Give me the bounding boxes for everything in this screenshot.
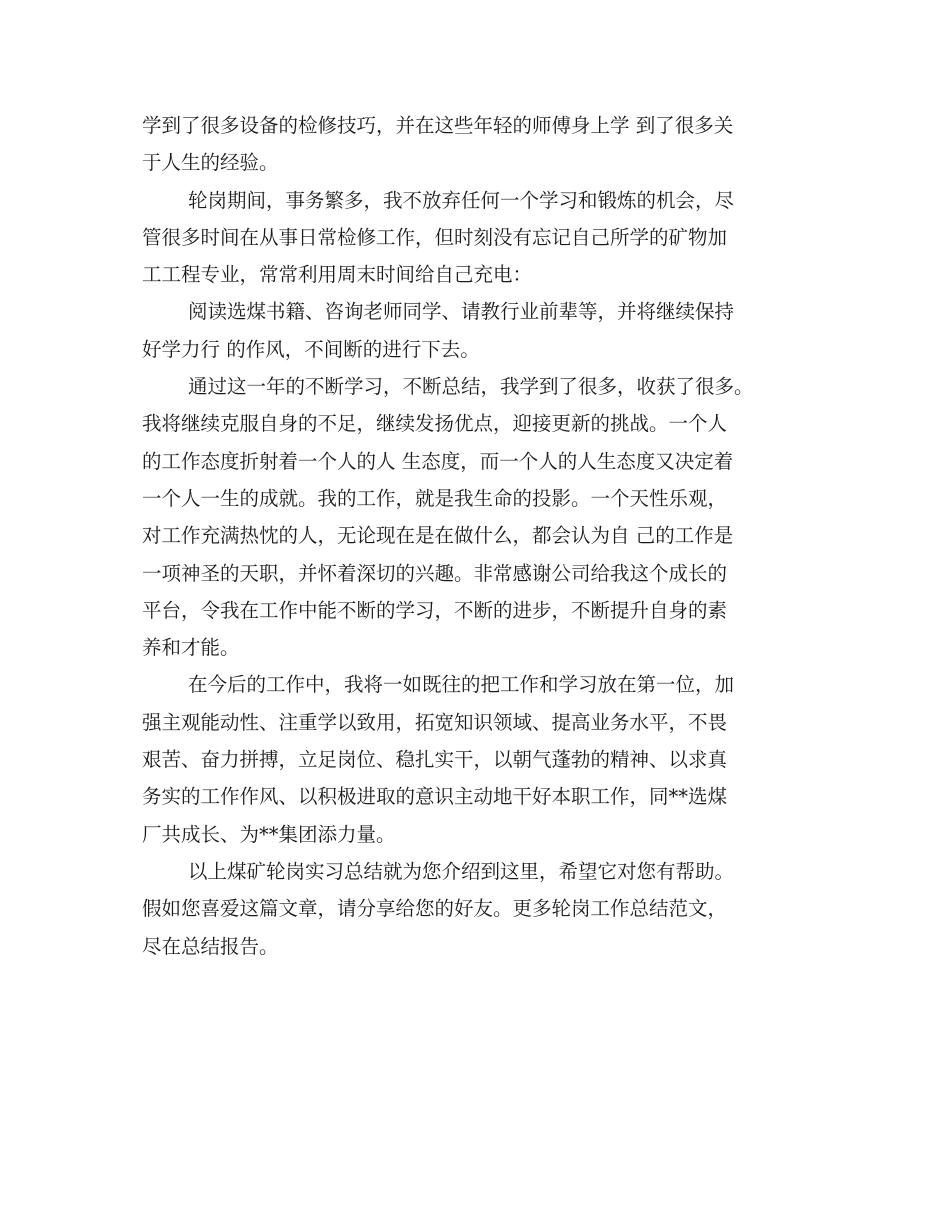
- text-line: 养和才能。: [142, 636, 240, 660]
- text-line: 好学力行 的作风，不间断的进行下去。: [142, 337, 480, 361]
- text-line: 轮岗期间，事务繁多，我不放弃任何一个学习和锻炼的机会，尽: [188, 188, 735, 212]
- text-line: 在今后的工作中，我将一如既往的把工作和学习放在第一位，加: [188, 673, 735, 697]
- text-line: 尽在总结报告。: [142, 934, 279, 958]
- text-line: 厂共成长、为**集团添力量。: [142, 822, 396, 846]
- paragraph-3: [142, 293, 812, 368]
- text-line: 于人生的经验。: [142, 151, 279, 175]
- text-line: 阅读选煤书籍、咨询老师同学、请教行业前辈等，并将继续保持: [188, 300, 735, 324]
- paragraph-5: [142, 666, 812, 852]
- text-line: 的工作态度折射着一个人的人 生态度，而一个人的人生态度又决定着: [142, 449, 734, 473]
- text-line: 学到了很多设备的检修技巧，并在这些年轻的师傅身上学 到了很多关: [142, 114, 734, 137]
- text-line: 通过这一年的不断学习，不断总结，我学到了很多，收获了很多。: [188, 375, 754, 399]
- text-line: 艰苦、奋力拼搏，立足岗位、稳扎实干，以朝气蓬勃的精神、以求真: [142, 748, 728, 772]
- text-line: 一项神圣的天职，并怀着深切的兴趣。非常感谢公司给我这个成长的: [142, 561, 728, 585]
- text-line: 一个人一生的成就。我的工作，就是我生命的投影。一个天性乐观，: [142, 486, 728, 510]
- paragraph-2: [142, 182, 812, 294]
- text-line: 管很多时间在从事日常检修工作，但时刻没有忘记自己所学的矿物加: [142, 225, 728, 249]
- text-line: 工工程专业，常常利用周末时间给自己充电：: [142, 263, 533, 287]
- paragraph-1: [142, 107, 812, 182]
- text-line: 对工作充满热忱的人，无论现在是在做什么，都会认为自 己的工作是: [142, 524, 734, 548]
- text-line: 务实的工作作风、以积极进取的意识主动地干好本职工作，同**选煤: [142, 785, 728, 809]
- text-line: 我将继续克服自身的不足，继续发扬优点，迎接更新的挑战。一个人: [142, 412, 728, 436]
- paragraph-6: [142, 853, 812, 965]
- text-line: 假如您喜爱这篇文章，请分享给您的好友。更多轮岗工作总结范文，: [142, 897, 728, 921]
- document-body: [142, 107, 812, 965]
- text-line: 以上煤矿轮岗实习总结就为您介绍到这里，希望它对您有帮助。: [188, 859, 735, 883]
- text-line: 平台，令我在工作中能不断的学习，不断的进步，不断提升自身的素: [142, 598, 728, 622]
- paragraph-4: [142, 368, 812, 666]
- text-line: 强主观能动性、注重学以致用，拓宽知识领域、提高业务水平，不畏: [142, 710, 728, 734]
